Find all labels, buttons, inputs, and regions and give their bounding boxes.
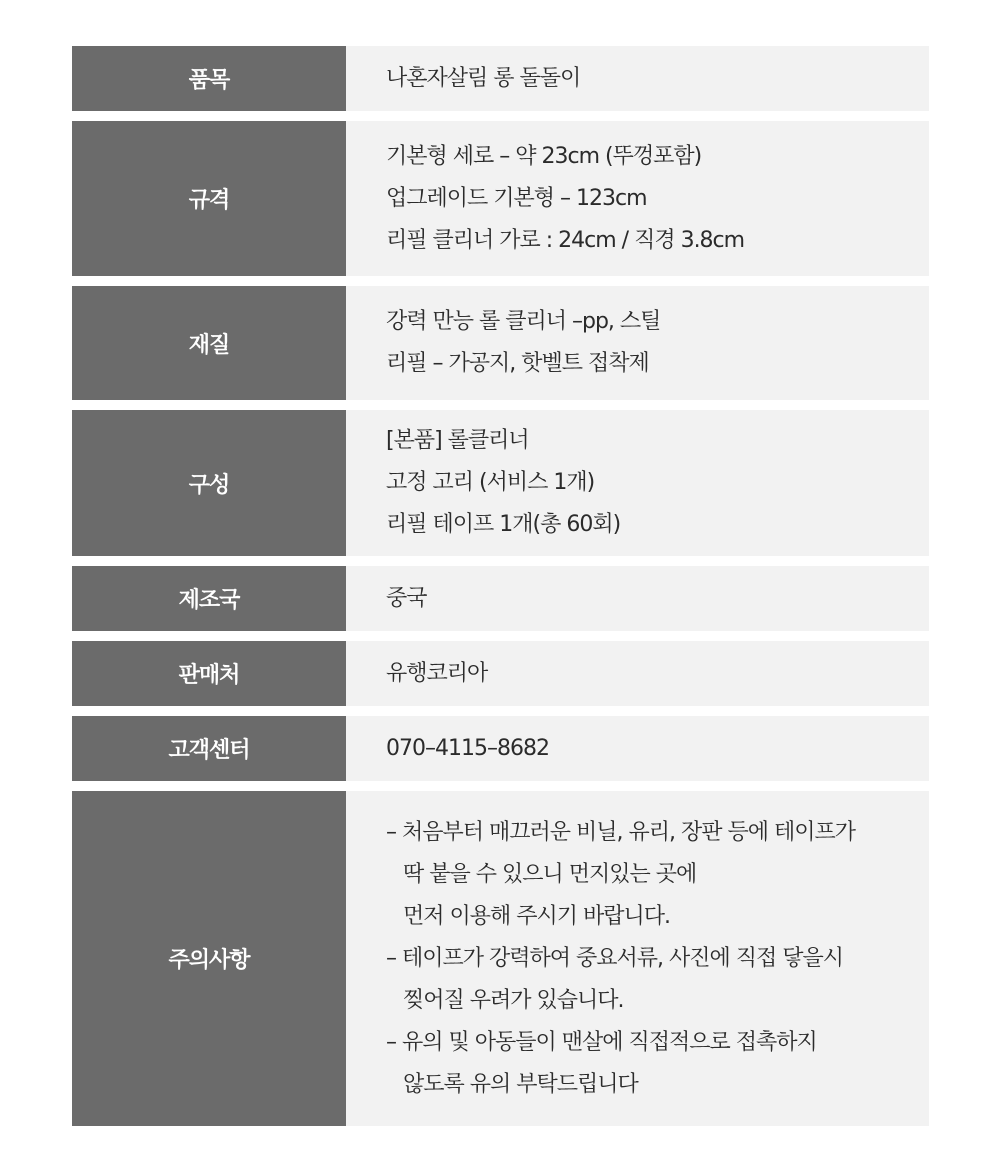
spec-value-line: 리필 클리너 가로 : 24cm / 직경 3.8cm — [386, 227, 745, 253]
spec-row-origin — [72, 566, 929, 631]
caution-line: – 처음부터 매끄러운 비닐, 유리, 장판 등에 테이프가 — [386, 819, 855, 845]
spec-label-origin: 제조국 — [72, 566, 346, 631]
caution-line: 찢어질 우려가 있습니다. — [403, 987, 624, 1013]
spec-row-item — [72, 46, 929, 111]
spec-row-seller — [72, 641, 929, 706]
spec-value-line: 기본형 세로 – 약 23cm (뚜껑포함) — [386, 143, 702, 169]
phone-number: 070–4115–8682 — [386, 735, 549, 761]
spec-value-seller — [346, 641, 929, 706]
spec-row-caution — [72, 791, 929, 1126]
spec-value-origin — [346, 566, 929, 631]
spec-row-composition — [72, 410, 929, 556]
spec-row-customer-center — [72, 716, 929, 781]
caution-line: – 유의 및 아동들이 맨살에 직접적으로 접촉하지 — [386, 1029, 817, 1055]
spec-row-size — [72, 121, 929, 276]
spec-label-size: 규격 — [72, 121, 346, 276]
spec-row-material — [72, 286, 929, 400]
spec-value-line: 중국 — [386, 585, 427, 611]
spec-value-item — [346, 46, 929, 111]
caution-line: 않도록 유의 부탁드립니다 — [403, 1071, 638, 1097]
spec-value-line: 나혼자살림 롱 돌돌이 — [386, 65, 581, 91]
spec-value-line: 리필 테이프 1개(총 60회) — [386, 512, 621, 537]
spec-value-line: 고정 고리 (서비스 1개) — [386, 470, 595, 495]
spec-value-caution — [346, 791, 929, 1126]
caution-line: – 테이프가 강력하여 중요서류, 사진에 직접 닿을시 — [386, 945, 843, 971]
spec-label-item: 품목 — [72, 46, 346, 111]
spec-label-customer-center: 고객센터 — [72, 716, 346, 781]
spec-value-size — [346, 121, 929, 276]
spec-value-composition — [346, 410, 929, 556]
spec-label-composition: 구성 — [72, 410, 346, 556]
spec-label-caution: 주의사항 — [72, 791, 346, 1126]
spec-value-line: [본품] 롤클리너 — [386, 428, 529, 453]
product-spec-table — [72, 46, 929, 1126]
spec-value-material — [346, 286, 929, 400]
spec-value-line: 유행코리아 — [386, 660, 488, 686]
spec-value-customer-center — [346, 716, 929, 781]
caution-line: 먼저 이용해 주시기 바랍니다. — [403, 903, 670, 929]
caution-line: 딱 붙을 수 있으니 먼지있는 곳에 — [403, 861, 697, 887]
spec-label-seller: 판매처 — [72, 641, 346, 706]
spec-label-material: 재질 — [72, 286, 346, 400]
spec-value-line: 업그레이드 기본형 – 123cm — [386, 185, 647, 211]
spec-value-line: 강력 만능 롤 클리너 –pp, 스틸 — [386, 309, 661, 334]
spec-value-line: 리필 – 가공지, 핫벨트 접착제 — [386, 351, 649, 376]
